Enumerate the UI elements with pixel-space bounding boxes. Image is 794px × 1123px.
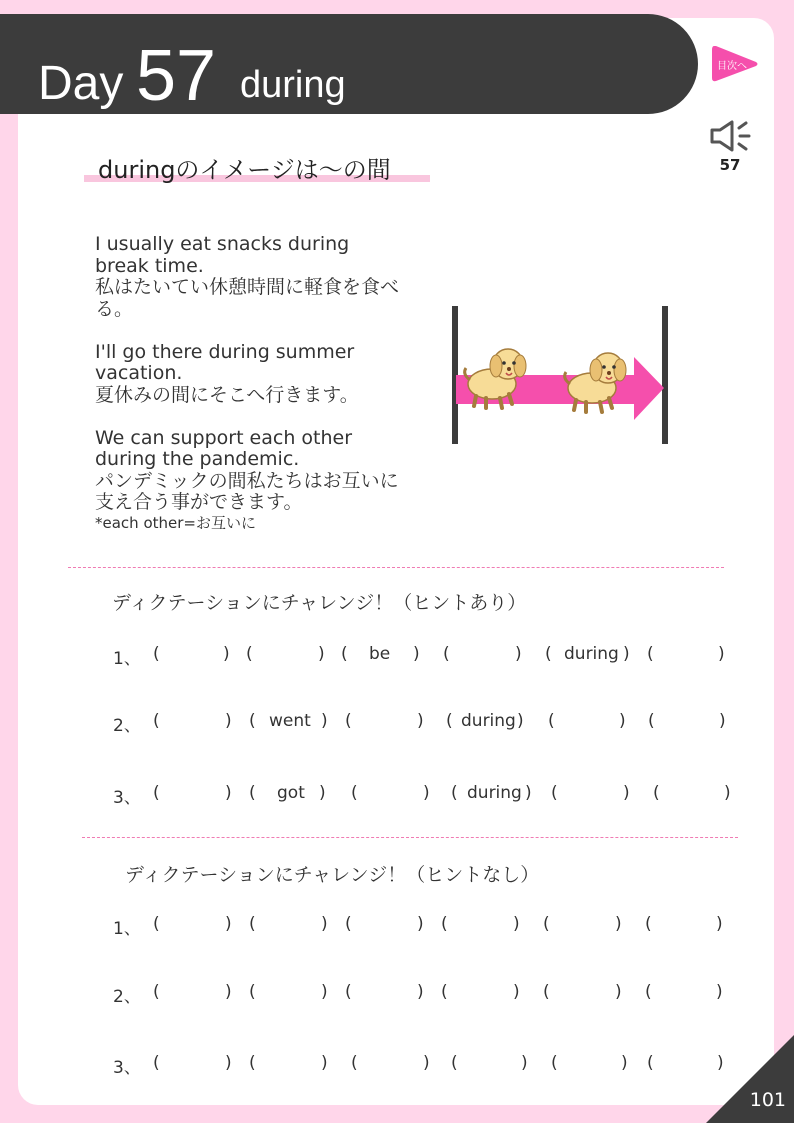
dictation-row: 3、 ( ) ( got ) ( ) ( during ) ( ) ( ) <box>113 783 731 808</box>
example-2-en: vacation. <box>95 362 183 384</box>
section-divider <box>68 567 724 568</box>
toc-button[interactable] <box>712 44 758 84</box>
dictation-row: 1、 ( ) ( ) ( be ) ( ) ( during ) ( ) <box>113 644 725 669</box>
dictation-row: 2、 ( ) ( ) ( ) ( ) ( ) ( ) <box>113 982 723 1007</box>
example-2-en: I'll go there during summer <box>95 340 355 363</box>
speaker-icon <box>708 118 754 154</box>
toc-label: 目次へ <box>717 61 747 72</box>
example-1-ja: る。 <box>95 297 134 320</box>
example-2-ja: 夏休みの間にそこへ行きます。 <box>95 383 359 406</box>
section-title <box>84 150 430 184</box>
example-3-ja: 支え合う事ができます。 <box>95 491 303 513</box>
example-1-ja: 私はたいてい休憩時間に軽食を食べ <box>95 276 400 298</box>
end-bar <box>662 306 668 444</box>
example-1-en: I usually eat snacks during <box>95 233 350 255</box>
example-3-en: We can support each other <box>95 426 353 449</box>
audio-track-number: 57 <box>719 156 741 174</box>
example-1-en: break time. <box>95 254 204 277</box>
dictation-row: 2、 ( ) ( went ) ( ) ( during ) ( ) ( ) <box>113 711 726 736</box>
vocab-note: *each other=お互いに <box>95 513 256 532</box>
section-divider <box>82 837 738 838</box>
example-3-en: during the pandemic. <box>95 448 300 470</box>
dictation-hint-title: ディクテーションにチャレンジ！（ヒントあり） <box>112 592 527 614</box>
dictation-nohint-title: ディクテーションにチャレンジ！（ヒントなし） <box>125 864 540 886</box>
dictation-row: 3、 ( ) ( ) ( ) ( ) ( ) ( ) <box>113 1053 724 1078</box>
example-sentences <box>95 234 425 532</box>
day-header <box>0 14 698 114</box>
header-word: during <box>240 64 346 106</box>
example-3-ja: パンデミックの間私たちはお互いに <box>95 469 399 492</box>
section-title-text: duringのイメージは〜の間 <box>98 156 391 184</box>
day-number: 57 <box>136 36 217 116</box>
day-label: Day <box>38 57 124 110</box>
during-illustration <box>448 300 674 450</box>
page-number: 101 <box>749 1089 786 1111</box>
dictation-row: 1、 ( ) ( ) ( ) ( ) ( ) ( ) <box>113 914 723 939</box>
audio-button[interactable] <box>708 118 756 178</box>
